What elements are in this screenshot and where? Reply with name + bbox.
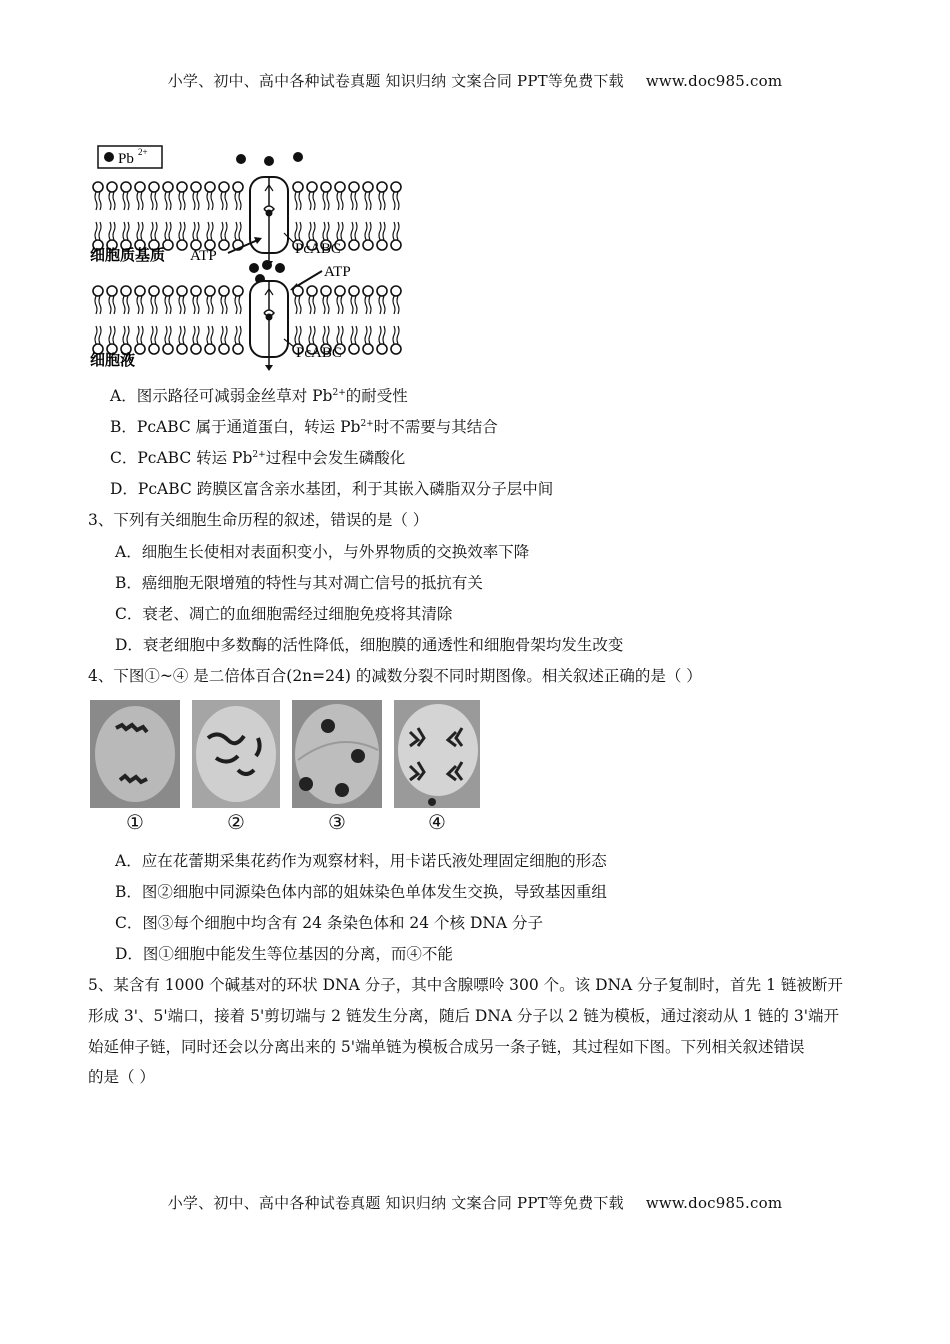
label-cytoplasmic-matrix: 细胞质基质 [90,246,166,264]
micrograph-4 [394,700,480,808]
pb-ion [264,156,274,166]
q3-option-d: D．衰老细胞中多数酶的活性降低，细胞膜的通透性和细胞骨架均发生改变 [115,636,624,654]
label-atp-2: ATP [324,264,351,280]
q4-option-b: B．图②细胞中同源染色体内部的姐妹染色单体发生交换，导致基因重组 [115,883,607,901]
q5-stem-line-1: 5、某含有 1000 个碱基对的环状 DNA 分子，其中含腺嘌呤 300 个。该 DNA 分子复制时，首先 1 链被断开 [88,976,843,994]
q2-option-d: D．PcABC 跨膜区富含亲水基团，利于其嵌入磷脂双分子层中间 [110,480,554,498]
q3-option-c: C．衰老、凋亡的血细胞需经过细胞免疫将其清除 [115,605,453,623]
photo-label-1: ① [126,810,144,834]
pb-ion [275,263,285,273]
svg-text:Pb: Pb [118,151,134,167]
footer-text: 小学、初中、高中各种试卷真题 知识归纳 文案合同 PPT等免费下载 [167,1194,624,1212]
q2-option-a: A．图示路径可减弱金丝草对 $Pb^{2+}$的耐受性 [110,387,408,405]
q2-option-c: C．PcABC 转运 $Pb^{2+}$过程中会发生磷酸化 [110,449,406,467]
q4-option-c: C．图③每个细胞中均含有 24 条染色体和 24 个核 DNA 分子 [115,914,544,932]
page-header [0,70,950,91]
pcabc-transporter [250,281,288,371]
label-cell-sap: 细胞液 [90,351,136,369]
q3-stem: 3、下列有关细胞生命历程的叙述，错误的是（ ） [88,511,429,529]
page-footer [0,1192,950,1213]
label-pcabc-2: PcABC [296,345,342,361]
q4-stem: 4、下图①~④ 是二倍体百合(2n=24) 的减数分裂不同时期图像。相关叙述正确的是（ ） [88,667,702,685]
membrane-transport-diagram [88,143,418,375]
photo-label-3: ③ [328,810,346,834]
pb-ion [236,154,246,164]
svg-text:2+: 2+ [138,147,148,157]
q3-option-a: A．细胞生长使相对表面积变小，与外界物质的交换效率下降 [115,543,530,561]
photo-label-2: ② [227,810,245,834]
q4-option-a: A．应在花蕾期采集花药作为观察材料，用卡诺氏液处理固定细胞的形态 [115,852,607,870]
footer-url[interactable]: www.doc985.com [645,1194,783,1212]
micrograph-3 [292,700,382,808]
pb-ion [293,152,303,162]
photo-label-4: ④ [428,810,446,834]
legend [98,146,162,168]
q5-stem-line-3: 始延伸子链，同时还会以分离出来的 5'端单链为模板合成另一条子链，其过程如下图。下列相关叙述错误 [88,1038,805,1056]
tonoplast-membrane [93,286,401,354]
pb-ion [249,263,259,273]
q2-option-b: B．PcABC 属于通道蛋白，转运 $Pb^{2+}$时不需要与其结合 [110,418,498,436]
header-text: 小学、初中、高中各种试卷真题 知识归纳 文案合同 PPT等免费下载 [167,72,624,90]
q5-stem-line-4: 的是（ ） [88,1068,155,1086]
q4-option-d: D．图①细胞中能发生等位基因的分离，而④不能 [115,945,453,963]
pcabc-transporter [250,177,288,267]
micrograph-1 [90,700,180,808]
micrograph-2 [192,700,280,808]
header-url[interactable]: www.doc985.com [645,72,783,90]
plasma-membrane [93,182,401,250]
meiosis-micrographs [88,698,488,838]
pb-ion [262,260,272,270]
label-atp-1: ATP [190,248,217,264]
q5-stem-line-2: 形成 3'、5'端口，接着 5'剪切端与 2 链发生分离，随后 DNA 分子以 2 链为模板，通过滚动从 1 链的 3'端开 [88,1007,839,1025]
label-pcabc-1: PcABC [295,241,341,257]
q3-option-b: B．癌细胞无限增殖的特性与其对凋亡信号的抵抗有关 [115,574,483,592]
